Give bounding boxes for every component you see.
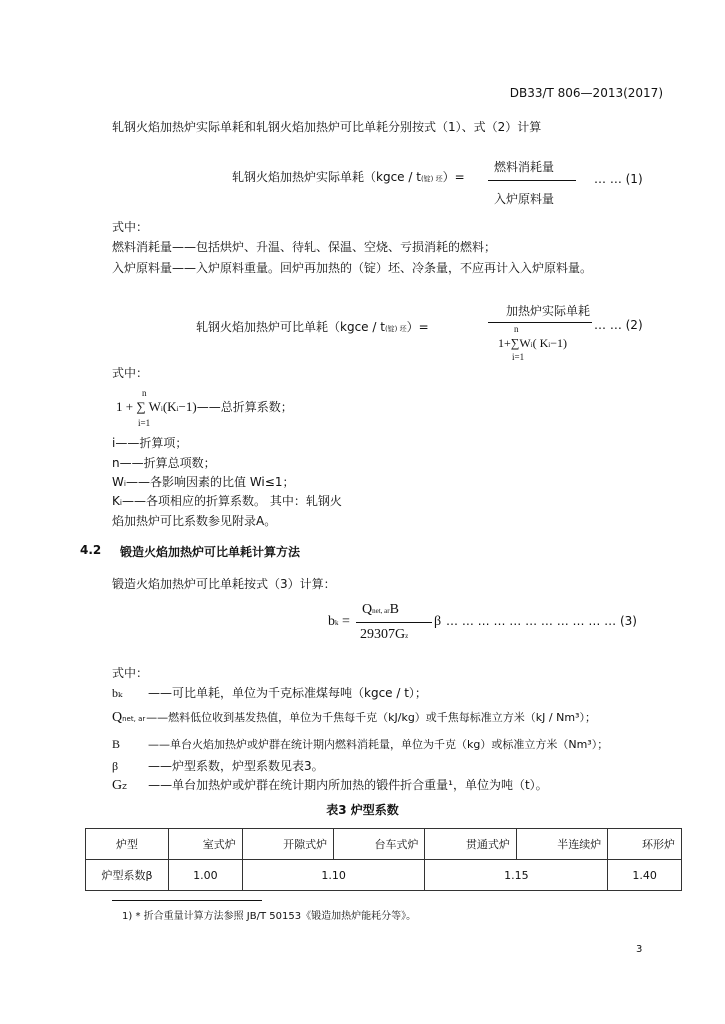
formula-2-numerator: 加热炉实际单耗	[506, 304, 591, 318]
furnace-type-table	[85, 828, 682, 891]
formula-2-den-main: 1+∑W	[498, 336, 531, 350]
where-2-line-4: Kᵢ——各项相应的折算系数。 其中：轧钢火	[112, 494, 342, 508]
desc-beta: ——炉型系数，炉型系数见表3。	[148, 759, 324, 773]
formula-2-den-ksub: i	[548, 341, 551, 349]
where-3-item-beta	[112, 757, 324, 774]
section-intro: 锻造火焰加热炉可比单耗按式（3）计算：	[112, 577, 336, 591]
symbol-g-sub: Z	[122, 783, 127, 791]
formula-3-lhs: b	[328, 614, 335, 629]
standard-code: DB33/T 806—2013(2017)	[509, 86, 663, 100]
row-label: 炉型系数β	[86, 860, 169, 891]
where-3-item-gz	[112, 776, 548, 794]
section-number: 4.2	[80, 543, 102, 557]
intro-paragraph: 轧钢火焰加热炉实际单耗和轧钢火焰加热炉可比单耗分别按式（1）、式（2）计算	[112, 120, 542, 134]
sum-upper-n: n	[142, 388, 147, 398]
value-open-bogie: 1.10	[242, 860, 425, 891]
header-rotary-hearth: 环形炉	[608, 829, 682, 860]
desc-bk: ——可比单耗，单位为千克标准煤每吨（kgce / t）；	[148, 686, 427, 700]
symbol-q: Q	[112, 710, 123, 725]
formula-1-denominator: 入炉原料量	[494, 192, 555, 206]
formula-3-den: 29307G	[360, 627, 406, 642]
formula-2-number: … … (2)	[594, 318, 643, 332]
sum-expression: 1 + ∑ W	[116, 399, 161, 414]
formula-1-lhs-end: ）=	[442, 170, 465, 184]
header-open-slot: 开隙式炉	[242, 829, 333, 860]
sum-k-sub: i	[176, 405, 179, 413]
where-3-label: 式中：	[112, 666, 149, 680]
formula-1-lhs: 轧钢火焰加热炉实际单耗（kgce / t	[232, 170, 421, 184]
desc-q: ——燃料低位收到基发热值，单位为千焦每千克（kJ/kg）或千焦每标准立方米（kJ / Nm³）；	[146, 711, 596, 724]
formula-2-den-n: n	[514, 324, 519, 334]
sum-description: ——总折算系数；	[196, 400, 293, 414]
sum-close: −1)	[178, 399, 197, 414]
formula-2-lhs: 轧钢火焰加热炉可比单耗（kgce / t	[196, 320, 385, 334]
formula-2-fraction-line	[488, 322, 592, 323]
formula-3-equals: =	[342, 614, 350, 629]
table-row	[86, 860, 682, 891]
where-2-label: 式中：	[112, 366, 149, 380]
desc-b: ——单台火焰加热炉或炉群在统计期内燃料消耗量，单位为千克（kg）或标准立方米（Nm³）；	[148, 738, 609, 751]
where-1-line-1: 燃料消耗量——包括烘炉、升温、待轧、保温、空烧、亏损消耗的燃料；	[112, 240, 497, 254]
where-3-item-b	[112, 736, 608, 752]
where-2-line-2: n——折算总项数；	[112, 456, 216, 470]
symbol-g: G	[112, 778, 123, 793]
footnote: 1) * 折合重量计算方法参照 JB/T 50153《锻造加热炉能耗分等》。	[122, 911, 417, 922]
header-bogie: 台车式炉	[334, 829, 425, 860]
formula-3-lhs-sub: k	[335, 619, 339, 627]
header-through: 贯通式炉	[425, 829, 516, 860]
value-chamber: 1.00	[169, 860, 243, 891]
where-3-item-bk	[112, 684, 427, 701]
formula-2-den-open: ( K	[532, 336, 549, 350]
formula-3-num-q: Q	[362, 602, 373, 617]
formula-2-den-wsub: i	[530, 341, 533, 349]
sum-k: (K	[162, 399, 177, 414]
header-semi-continuous: 半连续炉	[516, 829, 607, 860]
page-number: 3	[636, 944, 643, 955]
symbol-bk: bₖ	[112, 686, 123, 700]
formula-3-number: … … … … … … … … … … … (3)	[446, 614, 637, 628]
where-2-line-1: i——折算项；	[112, 436, 188, 450]
symbol-b: B	[112, 737, 121, 751]
sum-w-sub: i	[160, 405, 163, 413]
value-through-semi: 1.15	[425, 860, 608, 891]
formula-1-lhs-sub: (锭) 坯	[420, 175, 443, 183]
where-1-line-2: 入炉原料量——入炉原料重量。回炉再加热的（锭）坯、冷条量，不应再计入入炉原料量。	[112, 261, 593, 275]
formula-3-fraction-line	[356, 622, 432, 623]
sum-lower-i1: i=1	[138, 418, 151, 428]
where-3-item-q	[112, 709, 596, 726]
formula-2-lhs-sub: (锭) 坯	[384, 325, 407, 333]
formula-1-numerator: 燃料消耗量	[494, 160, 555, 174]
formula-3-num-b: B	[389, 602, 399, 617]
formula-3-beta: β	[434, 614, 442, 629]
footnote-rule	[112, 900, 262, 901]
symbol-q-sub: net, ar	[122, 715, 146, 723]
desc-gz: ——单台加热炉或炉群在统计期内所加热的锻件折合重量¹，单位为吨（t）。	[148, 778, 548, 792]
value-rotary: 1.40	[608, 860, 682, 891]
where-1-label: 式中：	[112, 220, 149, 234]
section-title: 锻造火焰加热炉可比单耗计算方法	[120, 545, 301, 559]
where-2-line-5: 焰加热炉可比系数参见附录A。	[112, 514, 277, 528]
formula-3-num-qsub: net, ar	[372, 607, 390, 615]
header-chamber: 室式炉	[169, 829, 243, 860]
formula-1-fraction-line	[488, 180, 576, 181]
table-header-row	[86, 829, 682, 860]
table-title: 表3 炉型系数	[326, 803, 399, 817]
header-furnace-type: 炉型	[86, 829, 169, 860]
where-2-line-3: Wᵢ——各影响因素的比值 Wi≤1；	[112, 475, 295, 489]
formula-2-lhs-end: ）=	[406, 320, 429, 334]
formula-3-den-sub: z	[405, 632, 409, 640]
formula-2-den-close: −1)	[550, 336, 567, 350]
symbol-beta: β	[112, 759, 119, 773]
formula-2-den-i1: i=1	[512, 352, 525, 362]
formula-1-number: … … (1)	[594, 172, 643, 186]
